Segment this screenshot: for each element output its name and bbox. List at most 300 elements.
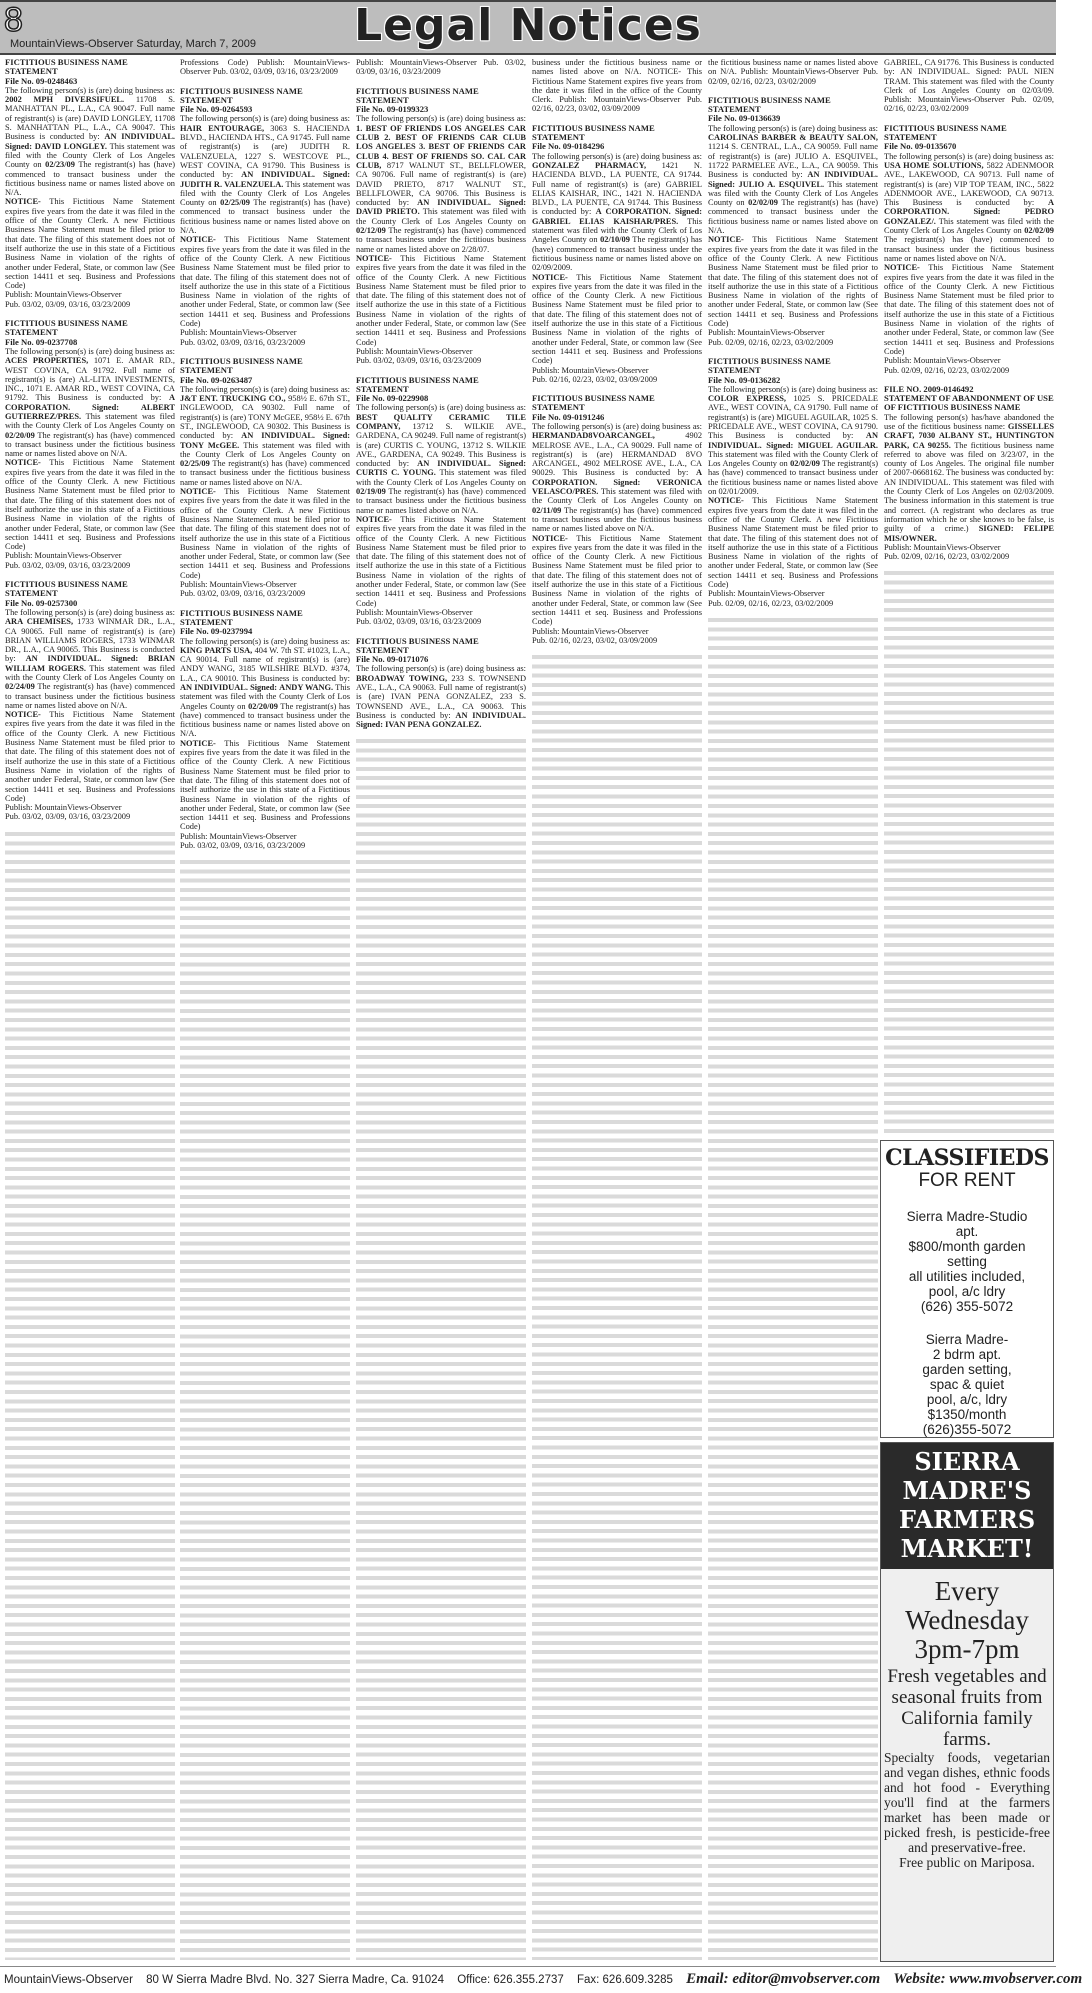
notice-paragraph — [884, 263, 1054, 356]
registrant: TONY McGEE, 958½ E. 67th ST., INGLEWOOD, CA 90302. — [180, 412, 350, 431]
notice-entry — [5, 319, 175, 570]
publish-line: Publish: MountainViews-Observer — [708, 589, 825, 599]
business-name: USA HOME SOLUTIONS, — [884, 160, 984, 170]
notice-heading: FICTITIOUS BUSINESS NAME STATEMENT — [532, 393, 655, 413]
signer: DAVID LONGLEY. — [34, 141, 108, 151]
notice-text: This Fictitious Name Statement expires five years from the date it was filed in the office of the County Clerk. A new Fictitious Business Name Statement must be filed prior to that date. The filing of this statement does not of itself authorize the use in this state of a Fictitious Business Name in violation of the rights of another under Federal, State, or common law (See section 14411 et seq. Business and Professions Code) — [180, 235, 350, 329]
fullname-label: Full name of registrant(s) is (are) — [356, 431, 526, 450]
notice-label: NOTICE- — [5, 458, 41, 468]
fullname-label: Full name of registrant(s) is (are) — [49, 626, 175, 636]
notice-text: This Fictitious Name Statement expires five years from the date it was filed in the office of the County Clerk. A new Fictitious Business Name Statement must be filed prior to that date. The filing of this statement does not of itself authorize the use in this state of a Fictitious Business Name in violation of the rights of another under Federal, State, or common law (See section 14411 et seq. Business and Professions Code) — [532, 272, 702, 366]
publish-line: Publish: MountainViews-Observer — [884, 356, 1001, 366]
filed-date: 02/02/09 — [748, 198, 778, 208]
publication-dates: Pub. 03/02, 03/09, 03/16, 03/23/2009 — [5, 812, 131, 822]
abandonment-file-number: FILE NO. 2009-0146492 — [884, 383, 974, 394]
column-1 — [5, 58, 175, 1960]
signer: TONY McGEE. — [180, 440, 240, 450]
notice-file-number: File No. 09-0136639 — [708, 113, 781, 124]
business-name: HAIR ENTOURAGE, — [180, 123, 265, 133]
publish-line: Publish: MountainViews-Observer — [884, 542, 1001, 552]
business-name: ACES PROPERTIES, — [5, 356, 89, 366]
registrant: HERMANDAD 8VO ARCANGEL, 4902 MELROSE AVE., L.A., CA 90029. — [532, 449, 702, 478]
notice-entry — [884, 124, 1054, 375]
classified-ad-line: (626) 355-5072 — [920, 1299, 1014, 1314]
market-title-line: MARKET! — [900, 1534, 1034, 1563]
notice-file-number: File No. 09-0248463 — [5, 75, 78, 86]
notice-body — [180, 385, 350, 487]
notice-paragraph — [5, 458, 175, 551]
conducted-by: AN INDIVIDUAL. — [241, 170, 316, 180]
business-name: J&T ENT. TRUCKING CO., — [180, 394, 286, 404]
market-tagline: Fresh vegetables and seasonal fruits from California family farms. — [887, 1666, 1047, 1750]
filed-label: This statement was filed with the County Clerk of Los Angeles County on — [708, 449, 878, 469]
notice-heading: FICTITIOUS BUSINESS NAME STATEMENT — [356, 85, 479, 105]
business-address: 404 W. 7th ST. #1023, L.A., CA 90014. — [180, 645, 351, 665]
intro: The following person(s) is (are) doing business as: — [5, 346, 175, 356]
commenced-date: N/A. — [110, 449, 128, 459]
notice-text: This Fictitious Name Statement expires five years from the date it was filed in the office of the County Clerk. A new Fictitious Business Name Statement must be filed prior to that date. The filing of this statement does not of itself authorize the use in this state of a Fictitious Business Name in violation of the rights of another under Federal, State, or common law (See section 14411 et seq. Business and Professions Code) — [708, 496, 878, 590]
commenced-date: N/A. — [708, 226, 725, 236]
notice-paragraph — [532, 273, 702, 366]
commenced-date: N/A. — [461, 505, 479, 515]
dateline: MountainViews-Observer Saturday, March 7, 2009 — [10, 38, 256, 50]
market-when: 3pm-7pm — [914, 1634, 1020, 1664]
signer: IVAN PENA GONZALEZ. — [385, 720, 482, 730]
notice-fragment: Publish: MountainViews-Observer Pub. 03/02, 03/09, 03/16, 03/23/2009 — [356, 58, 526, 77]
filed-date: 02/23/09 — [45, 160, 75, 170]
footer-fax: Fax: 626.609.3285 — [576, 1974, 673, 1986]
notice-fragment: the fictitious business name or names listed above on N/A. Publish: MountainViews-Observer Pub. 02/09, 02/16, 02/23, 03/02/2009 — [708, 58, 878, 86]
fullname-label: Full name of registrant(s) is (are) — [400, 170, 526, 180]
registrant: JUDITH R. VALENZUELA, 1227 S. WESTCOVE PL., WEST COVINA, CA 91790. — [180, 142, 351, 170]
classified-ad-line: spac & quiet — [929, 1377, 1005, 1392]
notice-label: NOTICE- — [356, 253, 392, 263]
business-address: 11708 S. MANHATTAN PL., L.A., CA 90047. — [5, 95, 175, 114]
market-schedule — [881, 1577, 1053, 1664]
notice-entry — [5, 58, 175, 309]
signed-label: Signed: — [708, 179, 735, 189]
signed-label: Signed: — [111, 654, 139, 664]
business-name: BROADWAY TOWING, — [356, 673, 448, 683]
conducted-label: This Business is conducted by: — [356, 449, 526, 469]
notice-body — [356, 664, 526, 729]
conducted-by: A CORPORATION. — [532, 468, 702, 487]
notice-text: This Fictitious Name Statement expires five years from the date it was filed in the office of the County Clerk. A new Fictitious Business Name Statement must be filed prior to that date. The filing of this statement does not of itself authorize the use in this state of a Fictitious Business Name in violation of the rights of another under Federal, State, or common law (See section 14411 et seq. Business and Professions Code) — [356, 514, 526, 608]
masthead — [0, 0, 1056, 55]
publication-dates: Pub. 02/09, 02/16, 02/23, 03/02/2009 — [884, 365, 1010, 375]
conducted-by: AN INDIVIDUAL. — [25, 654, 102, 664]
footer-website[interactable]: Website: www.mvobserver.com — [893, 1971, 1083, 1987]
conducted-by: AN INDIVIDUAL. — [417, 198, 492, 208]
conducted-by: AN INDIVIDUAL. — [807, 170, 878, 180]
signed-label: Signed: — [499, 198, 527, 208]
notice-fragment: GABRIEL, CA 91776. This Business is conducted by: AN INDIVIDUAL. Signed: PAUL NIEN TRAM. This statement was filed with the County Clerk of Los Angeles County on 02/03/09. Publish: MountainViews-Observer Pub. 02/09, 02/16, 02/23, 03/02/2009 — [884, 58, 1054, 114]
filed-label: This statement was filed with the County Clerk of Los Angeles County on — [884, 216, 1054, 236]
notice-body — [708, 385, 878, 497]
commenced-label: The registrant(s) has (have) commenced to transact business under the fictitious business name or names listed above on — [532, 235, 703, 263]
notice-entry — [532, 394, 702, 645]
conducted-by: AN INDIVIDUAL. — [455, 710, 526, 720]
market-title-line: FARMERS — [898, 1505, 1036, 1534]
filed-label: This statement was filed with the County Clerk of Los Angeles County on — [532, 216, 702, 245]
business-address: 5822 ADENMOOR AVE., LAKEWOOD, CA 90713. — [884, 160, 1054, 180]
notice-file-number: File No. 09-0229908 — [356, 393, 429, 404]
notice-file-number: File No. 09-0264593 — [180, 104, 253, 115]
publish-line: Publish: MountainViews-Observer — [532, 365, 649, 375]
signer: BRIAN WILLIAM ROGERS. — [5, 654, 176, 673]
classifieds-subtitle: FOR RENT — [918, 1170, 1016, 1191]
classified-ad — [881, 1332, 1053, 1437]
filed-date: 02/20/09 — [248, 701, 278, 711]
conducted-by: AN INDIVIDUAL. — [417, 459, 492, 469]
conducted-label: This Business is conducted by: — [356, 701, 526, 720]
notice-entry — [356, 87, 526, 366]
conducted-label: This Business is conducted by: — [562, 468, 689, 478]
classifieds-title: CLASSIFIEDS — [885, 1145, 1049, 1171]
intro: The following person(s) is (are) doing business as: — [532, 421, 702, 431]
fullname-label: Full name of registrant(s) is (are) — [532, 179, 661, 189]
filed-label: This statement was filed with the County Clerk of Los Angeles County on — [356, 468, 527, 487]
publish-line: Publish: MountainViews-Observer — [356, 346, 473, 356]
commenced-date: N/A. — [989, 253, 1007, 263]
business-name: CAROLINAS BARBER & BEAUTY SALON, — [708, 133, 878, 143]
signed-label: Signed: — [613, 477, 641, 487]
classified-ad-line: all utilities included, — [908, 1269, 1026, 1284]
footer-paper: MountainViews-Observer — [4, 1974, 133, 1986]
signed-label: Signed: — [766, 440, 794, 450]
conducted-by: AN INDIVIDUAL. — [708, 431, 878, 450]
publish-line: Publish: MountainViews-Observer — [356, 607, 473, 617]
notice-file-number: File No. 09-0135670 — [884, 141, 957, 152]
registrant: BRIAN WILLIAMS ROGERS, 1733 WINMAR DR., L.A., CA 90065. — [5, 635, 175, 655]
notice-body — [5, 86, 175, 198]
classified-ad-line: $1350/month — [927, 1407, 1007, 1422]
conducted-by: AN INDIVIDUAL. — [104, 132, 175, 142]
filed-label: This statement was filed with the County Clerk of Los Angeles County on — [5, 141, 176, 170]
filed-date: 02/11/09 — [532, 505, 562, 515]
notice-text: This Fictitious Name Statement expires five years from the date it was filed in the office of the County Clerk. A new Fictitious Business Name Statement must be filed prior to that date. The filing of this statement does not of itself authorize the use in this state of a Fictitious Business Name in violation of the rights of another under Federal, State, or common law (See section 14411 et seq. Business and Professions Code) — [5, 710, 175, 803]
abandonment-body — [884, 413, 1054, 543]
notice-entry — [356, 637, 526, 730]
more-notices-text — [356, 739, 526, 1960]
more-notices-text — [708, 618, 878, 1960]
commenced-date: 2/28/07. — [461, 244, 490, 254]
notice-text: This Fictitious Name Statement expires five years from the date it was filed in the office of the County Clerk. A new Fictitious Business Name Statement must be filed prior to that date. The filing of this statement does not of itself authorize the use in this state of a Fictitious Business Name in violation of the rights of another under Federal, State, or common law (See section 14411 et seq. Business and Professions Code) — [356, 253, 526, 347]
notice-entry — [708, 96, 878, 347]
column-2 — [180, 58, 350, 1960]
notice-label: NOTICE- — [708, 496, 744, 506]
signed-label: Signed: — [323, 170, 351, 180]
publication-dates: Pub. 02/16, 02/23, 03/02, 03/09/2009 — [532, 374, 658, 384]
notice-text: This Fictitious Name Statement expires five years from the date it was filed in the office of the County Clerk. A new Fictitious Business Name Statement must be filed prior to that date. The filing of this statement does not of itself authorize the use in this state of a Fictitious Business Name in violation of the rights of another under Federal, State, or common law (See section 14411 et seq. Business and Professions Code) — [180, 738, 350, 832]
business-name: HERMANDAD8VOARCANGEL, — [532, 431, 655, 441]
fullname-label: Full name of registrant(s) is (are) — [180, 403, 350, 422]
classified-ad-line: Sierra Madre- — [925, 1332, 1009, 1347]
business-address: 13712 S. WILKIE AVE., GARDENA, CA 90249. — [356, 421, 527, 441]
notice-heading: FICTITIOUS BUSINESS NAME STATEMENT — [5, 318, 128, 338]
notice-paragraph — [5, 197, 175, 290]
business-name: 1. BEST OF FRIENDS LOS ANGELES CAR CLUB 2. BEST OF FRIENDS CAR CLUB LOS ANGELES 3. BEST OF FRIENDS CAR CLUB 4. BEST OF FRIENDS SO. CAL CAR CLUB, — [356, 123, 526, 170]
business-address: 8717 WALNUT ST., BELLFLOWER, CA 90706. — [356, 160, 527, 180]
notice-heading: FICTITIOUS BUSINESS NAME STATEMENT — [180, 85, 303, 105]
notice-file-number: File No. 09-0199323 — [356, 104, 429, 115]
publication-dates: Pub. 02/09, 02/16, 02/23, 03/02/2009 — [884, 552, 1010, 562]
filed-date: 02/20/09 — [5, 430, 35, 440]
classified-ad-line: garden setting, — [922, 1362, 1012, 1377]
notice-label: NOTICE- — [884, 263, 920, 273]
fullname-label: Full name of registrant(s) is (are) — [708, 142, 878, 161]
commenced-label: The registrant(s) has (have) commenced to transact business under the fictitious business name or names listed above on — [5, 160, 175, 188]
business-name: GISSELLES CRAFT, 7030 ALBANY ST., HUNTINGTON PARK, CA 90255. — [884, 421, 1055, 450]
notice-label: NOTICE- — [180, 487, 216, 497]
notice-body — [708, 124, 878, 236]
business-name: ARA CHEMISES, — [5, 617, 74, 627]
notice-paragraph — [5, 710, 175, 803]
notice-label: NOTICE- — [180, 235, 216, 245]
registrant: AL-LITA INVESTMENTS, INC., 1071 E. AMAR RD., WEST COVINA, CA 91792. — [5, 374, 175, 403]
more-notices-text — [5, 832, 175, 1960]
notice-heading: FICTITIOUS BUSINESS NAME STATEMENT — [180, 355, 303, 376]
notice-heading: FICTITIOUS BUSINESS NAME STATEMENT — [532, 122, 655, 143]
footer-office: Office: 626.355.2737 — [457, 1974, 564, 1986]
notice-text: This Fictitious Name Statement expires five years from the date it was filed in the office of the County Clerk. A new Fictitious Business Name Statement must be filed prior to that date. The filing of this statement does not of itself authorize the use in this state of a Fictitious Business Name in violation of the rights of another under Federal, State, or common law (See section 14411 et seq. Business and Professions Code) — [708, 235, 878, 329]
more-notices-text — [180, 860, 350, 1960]
notice-label: NOTICE- — [5, 197, 41, 207]
publish-line: Publish: MountainViews-Observer — [5, 803, 122, 813]
signer: PEDRO GONZALEZ/. — [884, 207, 1054, 226]
notice-paragraph — [180, 739, 350, 832]
publication-dates: Pub. 02/16, 02/23, 03/02, 03/09/2009 — [532, 635, 658, 645]
fullname-label: Full name of registrant(s) is (are) — [224, 655, 350, 665]
registrant: DAVID PRIETO, 8717 WALNUT ST., BELLFLOWER, CA 90706. — [356, 179, 526, 198]
filed-label: This statement was filed with the County Clerk of Los Angeles County on — [180, 440, 350, 459]
market-details: Specialty foods, vegetarian and vegan dishes, ethnic foods and hot food - Everything you'll find at the farmers market has been made or picked fresh, is pesticide-free and preservative-free. — [884, 1750, 1050, 1855]
intro: The following person(s) is (are) doing business as: — [356, 664, 526, 674]
business-address: 3063 S. HACIENDA BLVD., HACIENDA HTS., CA 91745. — [180, 123, 351, 143]
signer: JULIO A. ESQUIVEL. — [738, 179, 825, 189]
conducted-by: A CORPORATION. — [884, 198, 1054, 217]
market-when: Wednesday — [905, 1605, 1029, 1635]
commenced-label: The registrant(s) has (have) commenced to transact business under the fictitious business name or names listed above on — [180, 459, 350, 487]
commenced-date: 02/01/2009. — [718, 487, 759, 497]
notice-text: This Fictitious Name Statement expires five years from the date it was filed in the office of the County Clerk. A new Fictitious Business Name Statement must be filed prior to that date. The filing of this statement does not of itself authorize the use in this state of a Fictitious Business Name in violation of the rights of another under Federal, State, or common law (See section 14411 et seq. Business and Professions Code) — [884, 263, 1054, 356]
publication-dates: Pub. 03/02, 03/09, 03/16, 03/23/2009 — [356, 356, 482, 366]
commenced-date: N/A. — [180, 226, 197, 236]
market-location: Free public on Mariposa. — [899, 1855, 1035, 1870]
filed-date: 02/12/09 — [356, 226, 386, 236]
business-name: GONZALEZ PHARMACY, — [532, 160, 647, 170]
conducted-by: A CORPORATION. — [595, 207, 671, 217]
notice-body — [356, 114, 526, 253]
classified-ad-line: pool, a/c, ldry — [926, 1392, 1008, 1407]
publish-line: Publish: MountainViews-Observer — [5, 290, 122, 300]
commenced-date: N/A. — [110, 700, 128, 710]
notice-text: This Fictitious Name Statement expires five years from the date it was filed in the office of the County Clerk. A new Fictitious Business Name Statement must be filed prior to that date. The filing of this statement does not of itself authorize the use in this state of a Fictitious Business Name in violation of the rights of another under Federal, State, or common law (See section 14411 et seq. Business and Professions Code) — [5, 458, 175, 552]
signer: GABRIEL ELIAS KAISHAR/PRES. — [532, 216, 679, 226]
commenced-label: The registrant(s) has (have) commenced to transact business under the fictitious business name or names listed above on — [180, 198, 350, 226]
conducted-label: This Business is conducted by: — [532, 198, 702, 217]
filed-label: This statement was filed with the County Clerk of Los Angeles County on — [5, 411, 175, 431]
signed-label: Signed: — [92, 402, 120, 412]
column-5 — [708, 58, 878, 1960]
conducted-by: AN INDIVIDUAL. — [241, 431, 316, 441]
notice-entry — [708, 357, 878, 608]
notice-label: NOTICE- — [532, 272, 568, 282]
signer: VERONICA VELASCO/PRES. — [532, 477, 703, 497]
signer: CURTIS C. YOUNG. — [356, 468, 436, 478]
commenced-label: The registrant(s) has (have) commenced to transact business under the fictitious business name or names listed above on — [5, 430, 175, 459]
publish-line: Publish: MountainViews-Observer — [532, 626, 649, 636]
market-title-line: SIERRA — [914, 1447, 1020, 1476]
section-title: Legal Notices — [354, 0, 702, 51]
business-address: 1071 E. AMAR RD., WEST COVINA, CA 91792. — [5, 356, 175, 375]
filed-date: 02/19/09 — [356, 487, 386, 497]
notice-entry — [180, 87, 350, 347]
signer: DAVID PRIETO. — [356, 207, 420, 217]
commenced-date: N/A. — [285, 477, 303, 487]
business-address: 1025 S. PRICEDALE AVE., WEST COVINA, CA 91790. — [708, 394, 878, 413]
conducted-by: A CORPORATION. — [5, 393, 175, 412]
notice-file-number: File No. 09-0191246 — [532, 411, 605, 422]
column-4 — [532, 58, 702, 1960]
conducted-label: This Business is conducted by: — [884, 198, 1035, 208]
classified-ad-line: $800/month garden — [908, 1239, 1026, 1254]
notice-file-number: File No. 09-0257300 — [5, 597, 78, 608]
fullname-label: Full name of registrant(s) is (are) — [5, 104, 175, 123]
fullname-label: Full name of registrant(s) is (are) — [5, 365, 175, 384]
classified-ad-line: (626)355-5072 — [922, 1422, 1012, 1437]
filed-date: 02/25/09 — [180, 459, 210, 469]
publication-dates: Pub. 03/02, 03/09, 03/16, 03/23/2009 — [356, 617, 482, 627]
commenced-date: N/A. — [5, 188, 22, 198]
filed-label: This statement was filed with the County Clerk of Los Angeles County on — [708, 179, 878, 208]
market-title-line: MADRE'S — [902, 1476, 1032, 1505]
body: The fictitious business name referred to above was filed on 3/23/07, in the county of Los Angeles. The original file number of 2007-0668162. The business was conducted by: AN INDIVIDUAL. This statement was filed with the County Clerk of Los Angeles on 02/03/2009. The business information in this statement is true and correct. (A registrant who declares as true information which he or she knows to be false, is guilty of a crime.) — [884, 440, 1054, 534]
conducted-label: This Business is conducted by: — [180, 160, 350, 180]
notice-label: NOTICE- — [356, 514, 392, 524]
notice-text: This Fictitious Name Statement expires five years from the date it was filed in the office of the County Clerk. A new Fictitious Business Name Statement must be filed prior to that date. The filing of this statement does not of itself authorize the use in this state of a Fictitious Business Name in violation of the rights of another under Federal, State, or common law (See section 14411 et seq. Business and Professions Code) — [5, 197, 175, 291]
conducted-label: This Business is conducted by: — [35, 393, 162, 403]
registrant: JULIO A. ESQUIVEL, 11722 PARMELEE AVE., L.A., CA 90059. — [708, 151, 878, 170]
notice-body — [180, 637, 350, 739]
notice-body — [532, 422, 702, 534]
more-notices-text — [884, 571, 1054, 1134]
filed-label: This statement was filed with the County Clerk of Los Angeles County on — [180, 683, 350, 711]
signer: MIGUEL AGUILAR. — [797, 440, 879, 450]
conducted-label: This Business is conducted by: — [5, 645, 175, 664]
conducted-label: This Business is conducted by: — [708, 431, 854, 441]
filed-label: This statement was filed with the County Clerk of Los Angeles County on — [532, 487, 702, 506]
notice-heading: FICTITIOUS BUSINESS NAME STATEMENT — [180, 607, 303, 627]
notice-file-number: File No. 09-0237708 — [5, 336, 78, 347]
fullname-label: Full name of registrant(s) is (are) — [356, 683, 527, 702]
publication-dates: Pub. 02/09, 02/16, 02/23, 03/02/2009 — [708, 598, 834, 608]
publication-dates: Pub. 02/09, 02/16, 02/23, 03/02/2009 — [708, 337, 834, 347]
filed-date: 02/02/09 — [790, 459, 820, 469]
classified-ad-line: Sierra Madre-Studio — [906, 1209, 1028, 1224]
conducted-by: AN INDIVIDUAL. — [180, 683, 248, 692]
footer-email[interactable]: Email: editor@mvobserver.com — [686, 1971, 881, 1987]
notice-heading: FICTITIOUS BUSINESS NAME STATEMENT — [708, 355, 831, 376]
notice-file-number: File No. 09-0136282 — [708, 374, 781, 385]
notice-label: NOTICE- — [708, 235, 744, 245]
publish-line: Publish: MountainViews-Observer — [180, 831, 297, 841]
publication-dates: Pub. 03/02, 03/09, 03/16, 03/23/2009 — [5, 560, 131, 570]
notice-paragraph — [532, 534, 702, 627]
footer — [0, 1966, 1083, 1993]
registrant: IVAN PENA GONZALEZ, 233 S. TOWNSEND AVE., L.A., CA 90063. — [356, 692, 527, 711]
abandonment-notice — [884, 385, 1054, 562]
fullname-label: Full name of registrant(s) is (are) — [532, 440, 702, 459]
conducted-label: This Business is conducted by: — [5, 123, 175, 142]
notice-heading: FICTITIOUS BUSINESS NAME STATEMENT — [356, 374, 479, 394]
filed-date: 02/24/09 — [5, 682, 35, 692]
registrant: VIP TOP TEAM, INC., 5822 ADENMOOR AVE., LAKEWOOD, CA 90713. — [884, 179, 1054, 198]
business-name: 2002 MPH DIVERSIFUEL. — [5, 95, 125, 105]
farmers-market-ad — [880, 1442, 1054, 1962]
intro: The following person(s) has/have abandoned the use of the fictitious business name: — [884, 412, 1054, 431]
publication-dates: Pub. 03/02, 03/09, 03/16, 03/23/2009 — [180, 841, 306, 851]
registrant: GABRIEL ELIAS KAISHAR, INC., 1421 N. HACIENDA BLVD., LA PUENTE, CA 91744. — [532, 179, 703, 208]
business-name: KING PARTS USA, — [180, 645, 253, 655]
signed-label: Signed: — [973, 207, 1001, 217]
more-notices-text — [532, 655, 702, 1960]
notice-file-number: File No. 09-0171076 — [356, 654, 429, 665]
publication-dates: Pub. 03/02, 03/09, 03/16, 03/23/2009 — [180, 337, 306, 347]
business-address: 1733 WINMAR DR., L.A., CA 90065. — [5, 617, 175, 636]
notice-file-number: File No. 09-0263487 — [180, 374, 253, 385]
notice-text: This Fictitious Name Statement expires five years from the date it was filed in the office of the County Clerk. A new Fictitious Business Name Statement must be filed prior to that date. The filing of this statement does not of itself authorize the use in this state of a Fictitious Business Name in violation of the rights of another under Federal, State, or common law (See section 14411 et seq. Business and Professions Code) — [532, 533, 702, 627]
classified-ad — [881, 1209, 1053, 1314]
notice-paragraph — [180, 235, 350, 328]
signed-label: Signed: — [356, 720, 383, 730]
signer: ANDY WANG. — [279, 683, 334, 692]
fullname-label: Full name of registrant(s) is (are) — [884, 170, 1054, 189]
notice-body — [5, 608, 175, 710]
business-name: BEST QUALITY CERAMIC TILE COMPANY, — [356, 412, 526, 431]
notice-body — [5, 347, 175, 459]
publish-line: Publish: MountainViews-Observer — [708, 328, 825, 338]
market-when: Every — [934, 1576, 1000, 1606]
publication-dates: Pub. 03/02, 03/09, 03/16, 03/23/2009 — [180, 589, 306, 599]
notice-entry — [532, 124, 702, 384]
footer-address: 80 W Sierra Madre Blvd. No. 327 Sierra Madre, Ca. 91024 — [146, 1974, 444, 1986]
commenced-label: The registrant(s) has (have) commenced to transact business under the fictitious business name or names listed above on — [356, 226, 526, 254]
commenced-label: The registrant(s) has (have) commenced to transact business under the fictitious business name or names listed above on — [532, 505, 702, 534]
notice-paragraph — [708, 235, 878, 328]
intro: The following person(s) is (are) doing business as: — [5, 85, 175, 95]
notice-entry — [356, 376, 526, 627]
intro: The following person(s) is (are) doing business as: — [5, 607, 175, 617]
notice-paragraph — [356, 254, 526, 347]
intro: The following person(s) is (are) doing business as: — [884, 151, 1054, 161]
notice-paragraph — [180, 487, 350, 580]
commenced-date: 02/09/2009. — [532, 263, 573, 273]
commenced-date: N/A. — [637, 524, 655, 534]
commenced-label: The registrant(s) has (have) commenced to transact business under the fictitious business name or names listed above on — [708, 198, 878, 226]
registrant: CURTIS C. YOUNG, 13712 S. WILKIE AVE., GARDENA, CA 90249. — [356, 440, 526, 459]
notice-entry — [5, 580, 175, 822]
filed-date: 02/10/09 — [600, 235, 630, 245]
intro: The following person(s) is (are) doing business as: — [180, 114, 350, 124]
business-name: COLOR EXPRESS, — [708, 394, 786, 404]
notice-heading: FICTITIOUS BUSINESS NAME STATEMENT — [708, 94, 831, 115]
page-number: 8 — [4, 1, 23, 39]
notice-label: NOTICE- — [5, 710, 41, 720]
notice-heading: FICTITIOUS BUSINESS NAME STATEMENT — [884, 122, 1007, 143]
column-3 — [356, 58, 526, 1960]
filed-label: This statement was filed with the County Clerk of Los Angeles County on — [356, 207, 526, 226]
